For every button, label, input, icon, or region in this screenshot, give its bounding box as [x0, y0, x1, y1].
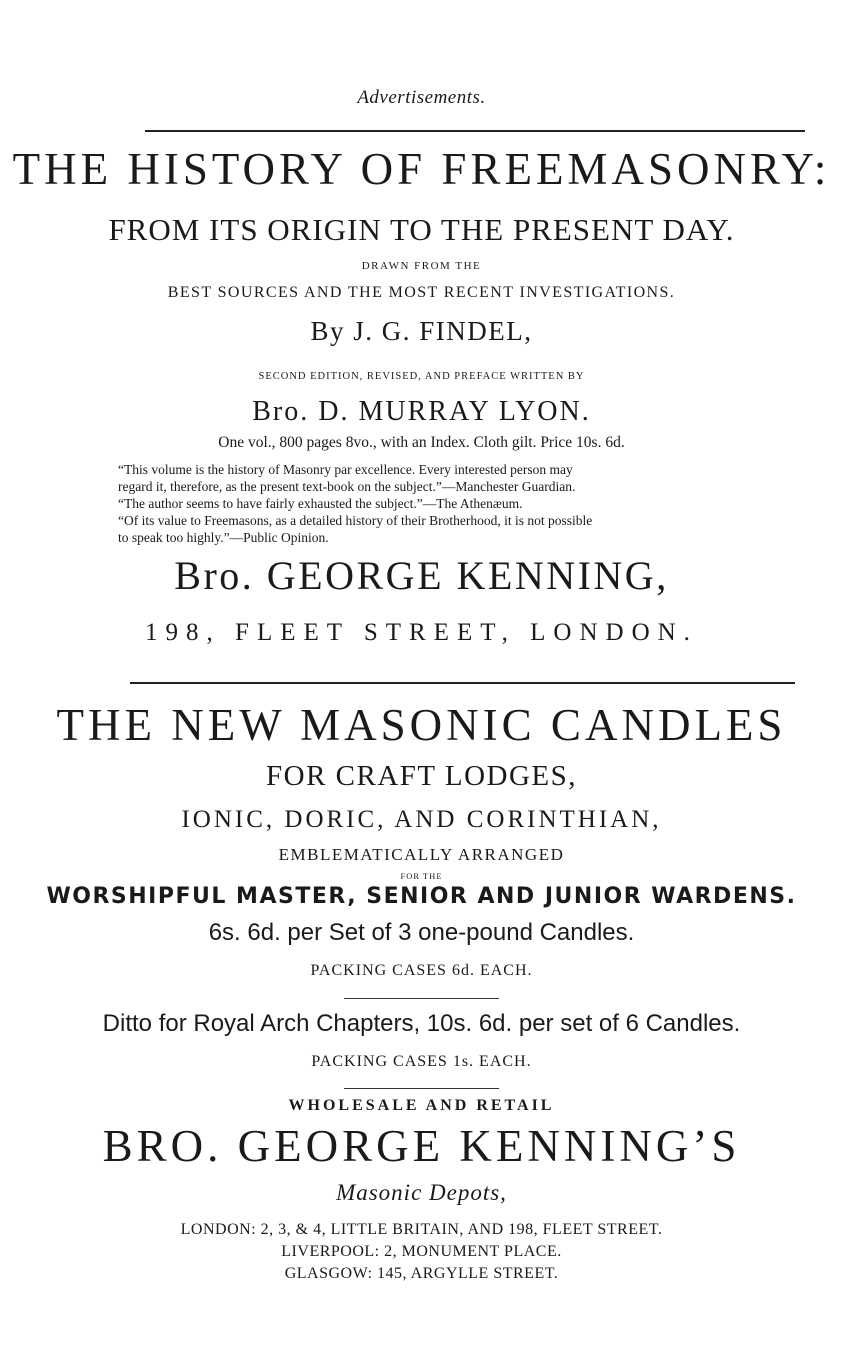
arranged-line: EMBLEMATICALLY ARRANGED — [278, 845, 565, 864]
publisher-address: 198, FLEET STREET, LONDON. — [145, 619, 698, 646]
review-line: to speak too highly.”—Public Opinion. — [118, 530, 329, 545]
section-divider — [130, 682, 795, 684]
arch-price: Ditto for Royal Arch Chapters, 10s. 6d. per set of 6 Candles. — [102, 1010, 741, 1037]
glasgow-address: GLASGOW: 145, ARGYLLE STREET. — [284, 1265, 559, 1282]
publisher-name: Bro. GEORGE KENNING, — [174, 553, 669, 598]
officers-line: WORSHIPFUL MASTER, SENIOR AND JUNIOR WARDENS. — [46, 884, 797, 909]
for-the: FOR THE — [400, 871, 443, 881]
header-rule — [145, 130, 805, 132]
book-details: One vol., 800 pages 8vo., with an Index. Cloth gilt. Price 10s. 6d. — [218, 434, 625, 451]
review-line: regard it, therefore, as the present text-book on the subject.”—Manchester Guardian. — [118, 479, 576, 494]
liverpool-address: LIVERPOOL: 2, MONUMENT PLACE. — [281, 1243, 562, 1260]
candles-subtitle: FOR CRAFT LODGES, — [266, 760, 577, 792]
short-rule — [344, 1088, 499, 1089]
depots-line: Masonic Depots, — [336, 1180, 507, 1205]
history-subtitle: FROM ITS ORIGIN TO THE PRESENT DAY. — [108, 212, 735, 247]
author-line: By J. G. FINDEL, — [310, 316, 533, 346]
candles-title: THE NEW MASONIC CANDLES — [56, 700, 787, 750]
orders-line: IONIC, DORIC, AND CORINTHIAN, — [181, 806, 662, 833]
review-line: “This volume is the history of Masonry par excellence. Every interested person may — [118, 462, 573, 477]
seller-name: BRO. GEORGE KENNING’S — [102, 1121, 741, 1171]
short-rule — [344, 998, 499, 999]
trade-line: WHOLESALE AND RETAIL — [288, 1097, 555, 1114]
arch-packing: PACKING CASES 1s. EACH. — [311, 1053, 532, 1070]
editor-line: Bro. D. MURRAY LYON. — [252, 396, 591, 427]
edition-line: SECOND EDITION, REVISED, AND PREFACE WRITTEN BY — [258, 371, 585, 382]
history-title: THE HISTORY OF FREEMASONRY: — [12, 144, 831, 194]
running-header: Advertisements. — [357, 87, 486, 108]
craft-packing: PACKING CASES 6d. EACH. — [310, 962, 533, 979]
review-line: “The author seems to have fairly exhausted the subject.”—The Athenæum. — [118, 496, 523, 511]
london-address: LONDON: 2, 3, & 4, LITTLE BRITAIN, AND 198, FLEET STREET. — [180, 1221, 663, 1238]
craft-price: 6s. 6d. per Set of 3 one-pound Candles. — [208, 919, 635, 946]
drawn-from: DRAWN FROM THE — [361, 260, 482, 272]
sources-line: BEST SOURCES AND THE MOST RECENT INVESTIGATIONS. — [167, 284, 676, 301]
review-line: “Of its value to Freemasons, as a detailed history of their Brotherhood, it is not possible — [118, 513, 593, 528]
